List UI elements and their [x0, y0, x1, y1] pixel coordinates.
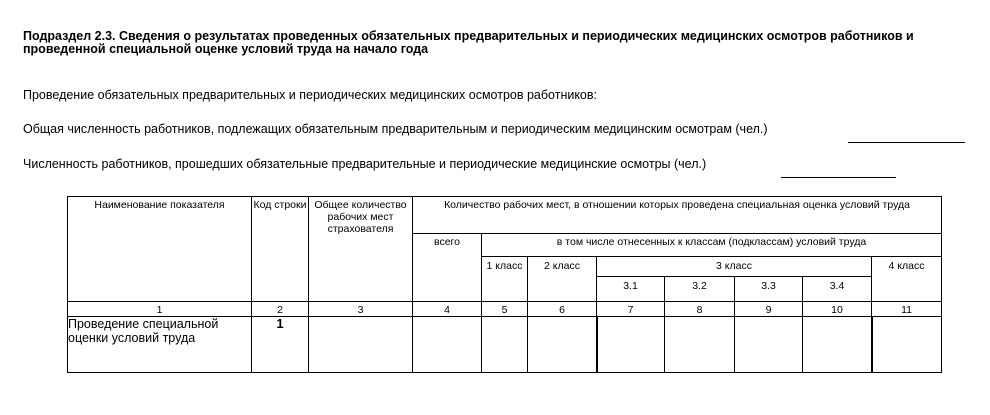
cell-class-4[interactable]	[872, 317, 942, 373]
total-workers-label: Общая численность работников, подлежащих обязательным предварительным и периодическим медицинским осмотрам (чел.)	[23, 122, 768, 136]
column-number: 5	[482, 302, 528, 317]
cell-total-workplaces[interactable]	[309, 317, 413, 373]
cell-all[interactable]	[413, 317, 482, 373]
cell-class-2[interactable]	[528, 317, 597, 373]
column-number: 2	[252, 302, 309, 317]
header-indicator-name: Наименование показателя	[68, 197, 252, 302]
cell-subclass-3-3[interactable]	[735, 317, 803, 373]
header-including-classes: в том числе отнесенных к классам (подклассам) условий труда	[482, 234, 942, 257]
cell-class-1[interactable]	[482, 317, 528, 373]
column-number: 9	[735, 302, 803, 317]
medical-exam-intro: Проведение обязательных предварительных и периодических медицинских осмотров работников:	[23, 88, 597, 102]
column-number: 7	[597, 302, 665, 317]
row-code: 1	[252, 317, 309, 373]
cell-subclass-3-2[interactable]	[665, 317, 735, 373]
header-all: всего	[413, 234, 482, 302]
passed-workers-label: Численность работников, прошедших обязательные предварительные и периодические медицинские осмотры (чел.)	[23, 157, 707, 171]
header-total-workplaces: Общее количество рабочих мест страхователя	[309, 197, 413, 302]
cell-subclass-3-1[interactable]	[597, 317, 665, 373]
header-class-2: 2 класс	[528, 257, 597, 302]
column-number: 6	[528, 302, 597, 317]
column-number-row	[68, 302, 942, 317]
column-number: 11	[872, 302, 942, 317]
header-assessed-workplaces: Количество рабочих мест, в отношении которых проведена специальная оценка условий труда	[413, 197, 942, 234]
header-class-3: 3 класс	[597, 257, 872, 277]
row-indicator-name: Проведение специальной оценки условий труда	[68, 317, 252, 373]
header-subclass-3-3: 3.3	[735, 277, 803, 302]
special-assessment-table	[67, 196, 942, 373]
header-subclass-3-4: 3.4	[803, 277, 872, 302]
header-row-code: Код строки	[252, 197, 309, 302]
header-class-1: 1 класс	[482, 257, 528, 302]
total-workers-field[interactable]	[848, 142, 965, 143]
column-number: 8	[665, 302, 735, 317]
header-subclass-3-2: 3.2	[665, 277, 735, 302]
column-number: 4	[413, 302, 482, 317]
column-number: 1	[68, 302, 252, 317]
column-number: 3	[309, 302, 413, 317]
column-number: 10	[803, 302, 872, 317]
section-heading: Подраздел 2.3. Сведения о результатах проведенных обязательных предварительных и периодических медицинских осмотров работников и проведенной специальной оценке условий труда на начало года	[23, 29, 914, 56]
cell-subclass-3-4[interactable]	[803, 317, 872, 373]
header-subclass-3-1: 3.1	[597, 277, 665, 302]
header-class-4: 4 класс	[872, 257, 942, 302]
table-row	[68, 317, 942, 373]
passed-workers-field[interactable]	[781, 177, 896, 178]
